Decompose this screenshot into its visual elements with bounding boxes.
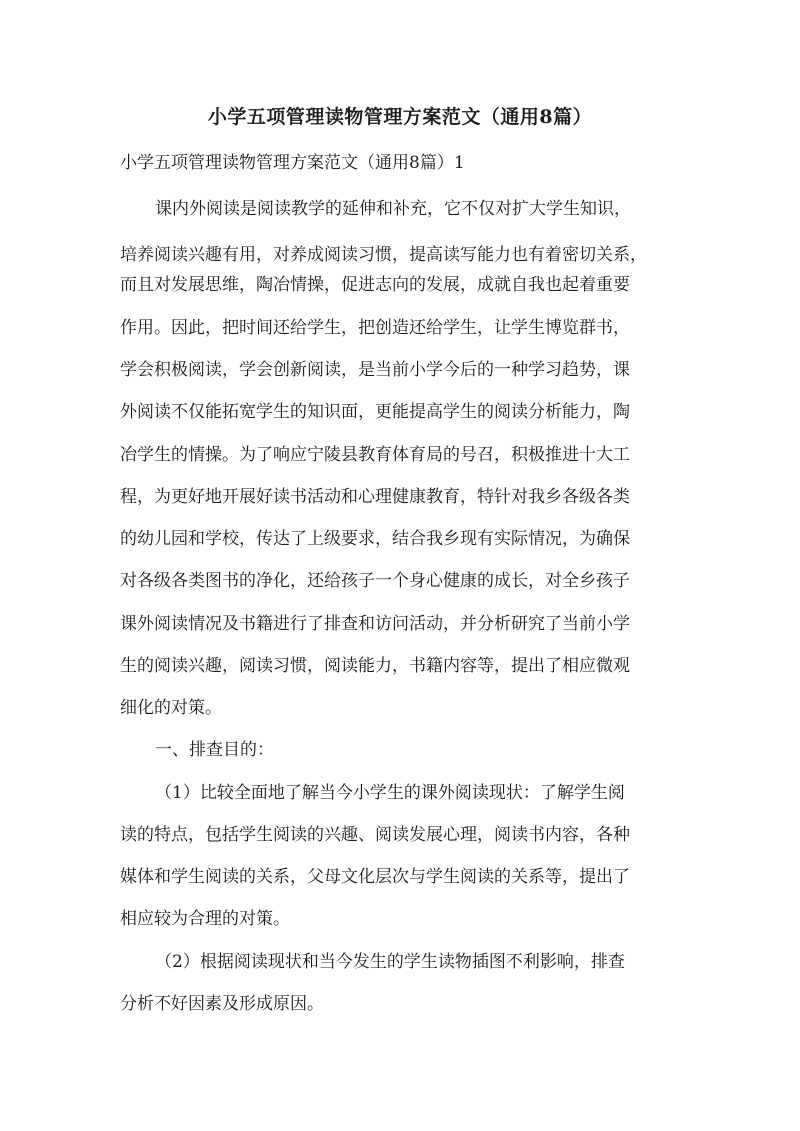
- document-subtitle: 小学五项管理读物管理方案范文（通用8篇）1: [120, 153, 465, 173]
- paragraph-line: 外阅读不仅能拓宽学生的知识面，更能提高学生的阅读分析能力，陶: [120, 402, 630, 422]
- paragraph-line: 课内外阅读是阅读教学的延伸和补充，它不仅对扩大学生知识，: [155, 199, 631, 219]
- section-heading: 一、排查目的：: [155, 740, 274, 760]
- document-title: 小学五项管理读物管理方案范文（通用8篇）: [207, 106, 593, 128]
- paragraph-line: 的幼儿园和学校，传达了上级要求，结合我乡现有实际情况，为确保: [120, 529, 630, 549]
- paragraph-line: 对各级各类图书的净化，还给孩子一个身心健康的成长，对全乡孩子: [120, 571, 630, 591]
- paragraph-line: 作用。因此，把时间还给学生，把创造还给学生，让学生博览群书，: [120, 318, 630, 338]
- paragraph-line: 而且对发展思维，陶冶情操，促进志向的发展，成就自我也起着重要: [120, 275, 630, 295]
- list-item-line: （1）比较全面地了解当今小学生的课外阅读现状：了解学生阅: [155, 783, 625, 803]
- list-item-line: 读的特点，包括学生阅读的兴趣、阅读发展心理，阅读书内容，各种: [120, 825, 630, 845]
- paragraph-line: 学会积极阅读，学会创新阅读，是当前小学今后的一种学习趋势，课: [120, 360, 630, 380]
- paragraph-line: 培养阅读兴趣有用，对养成阅读习惯，提高读写能力也有着密切关系，: [120, 245, 647, 265]
- paragraph-line: 课外阅读情况及书籍进行了排查和访问活动，并分析研究了当前小学: [120, 614, 630, 634]
- paragraph-line: 生的阅读兴趣，阅读习惯，阅读能力，书籍内容等，提出了相应微观: [120, 656, 630, 676]
- list-item-line: 相应较为合理的对策。: [120, 909, 290, 929]
- list-item-line: （2）根据阅读现状和当今发生的学生读物插图不利影响，排查: [155, 952, 625, 972]
- paragraph-line: 冶学生的情操。为了响应宁陵县教育体育局的号召，积极推进十大工: [120, 445, 630, 465]
- paragraph-line: 程，为更好地开展好读书活动和心理健康教育，特针对我乡各级各类: [120, 487, 630, 507]
- paragraph-line: 细化的对策。: [120, 698, 222, 718]
- list-item-line: 分析不好因素及形成原因。: [120, 994, 324, 1014]
- list-item-line: 媒体和学生阅读的关系，父母文化层次与学生阅读的关系等，提出了: [120, 867, 630, 887]
